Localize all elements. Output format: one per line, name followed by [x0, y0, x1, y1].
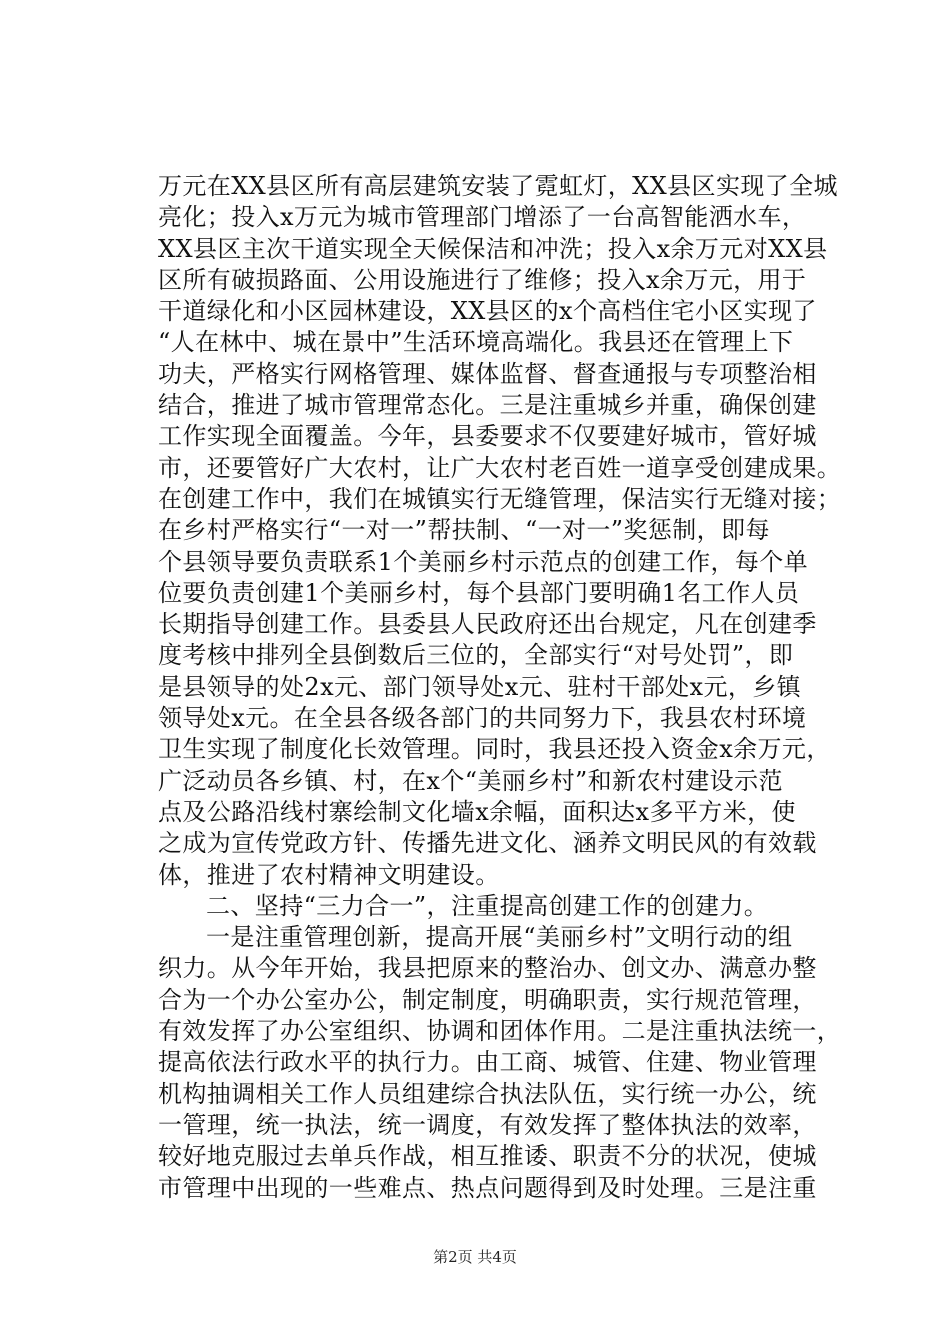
text-line: 亮化；投入x万元为城市管理部门增添了一台高智能洒水车，	[158, 203, 807, 232]
text-line: 万元在XX县区所有高层建筑安装了霓虹灯，XX县区实现了全城	[158, 172, 838, 200]
text-line: XX县区主次干道实现全天候保洁和冲洗；投入x余万元对XX县	[158, 234, 828, 263]
text-line: 有效发挥了办公室组织、协调和团体作用。二是注重执法统一，	[158, 1017, 842, 1046]
text-line: 长期指导创建工作。县委县人民政府还出台规定，凡在创建季	[158, 610, 817, 639]
text-line: 结合，推进了城市管理常态化。三是注重城乡并重，确保创建	[158, 391, 817, 420]
text-line: 在乡村严格实行“一对一”帮扶制、“一对一”奖惩制，即每	[158, 516, 770, 545]
text-line: 个县领导要负责联系1个美丽乡村示范点的创建工作，每个单	[158, 547, 809, 576]
text-line: 在创建工作中，我们在城镇实行无缝管理，保洁实行无缝对接；	[158, 484, 842, 513]
text-line: 合为一个办公室办公，制定制度，明确职责，实行规范管理，	[158, 985, 817, 1014]
text-line: 点及公路沿线村寨绘制文化墙x余幅，面积达x多平方米，使	[158, 797, 796, 826]
text-line: 卫生实现了制度化长效管理。同时，我县还投入资金x余万元，	[158, 735, 831, 764]
text-line: 功夫，严格实行网格管理、媒体监督、督查通报与专项整治相	[158, 359, 817, 388]
text-line: 区所有破损路面、公用设施进行了维修；投入x余万元，用于	[158, 265, 807, 294]
text-line: 一是注重管理创新，提高开展“美丽乡村”文明行动的组	[206, 923, 793, 952]
text-line: 机构抽调相关工作人员组建综合执法队伍，实行统一办公，统	[158, 1079, 817, 1108]
text-line: 广泛动员各乡镇、村，在x个“美丽乡村”和新农村建设示范	[158, 766, 783, 795]
text-line: 一管理，统一执法，统一调度，有效发挥了整体执法的效率，	[158, 1110, 817, 1139]
text-line: 位要负责创建1个美丽乡村，每个县部门要明确1名工作人员	[158, 578, 800, 607]
text-line: 工作实现全面覆盖。今年，县委要求不仅要建好城市，管好城	[158, 422, 817, 451]
text-line: 市管理中出现的一些难点、热点问题得到及时处理。三是注重	[158, 1173, 817, 1202]
text-line: 织力。从今年开始，我县把原来的整治办、创文办、满意办整	[158, 954, 817, 983]
text-line: 市，还要管好广大农村，让广大农村老百姓一道享受创建成果。	[158, 453, 842, 482]
text-line: 提高依法行政水平的执行力。由工商、城管、住建、物业管理	[158, 1048, 817, 1077]
text-line: 度考核中排列全县倒数后三位的，全部实行“对号处罚”，即	[158, 641, 794, 670]
text-line: 领导处x元。在全县各级各部门的共同努力下，我县农村环境	[158, 704, 807, 733]
text-line: “人在林中、城在景中”生活环境高端化。我县还在管理上下	[158, 328, 794, 357]
text-line: 体，推进了农村精神文明建设。	[158, 860, 500, 889]
text-line: 是县领导的处2x元、部门领导处x元、驻村干部处x元，乡镇	[158, 672, 802, 701]
section-heading: 二、坚持“三力合一”，注重提高创建工作的创建力。	[206, 891, 769, 920]
text-line: 干道绿化和小区园林建设，XX县区的x个高档住宅小区实现了	[158, 297, 817, 326]
body-text	[158, 171, 842, 1204]
page-number-footer: 第2页 共4页	[433, 1248, 517, 1266]
text-line: 之成为宣传党政方针、传播先进文化、涵养文明民风的有效载	[158, 829, 817, 858]
text-line: 较好地克服过去单兵作战，相互推诿、职责不分的状况，使城	[158, 1142, 817, 1171]
